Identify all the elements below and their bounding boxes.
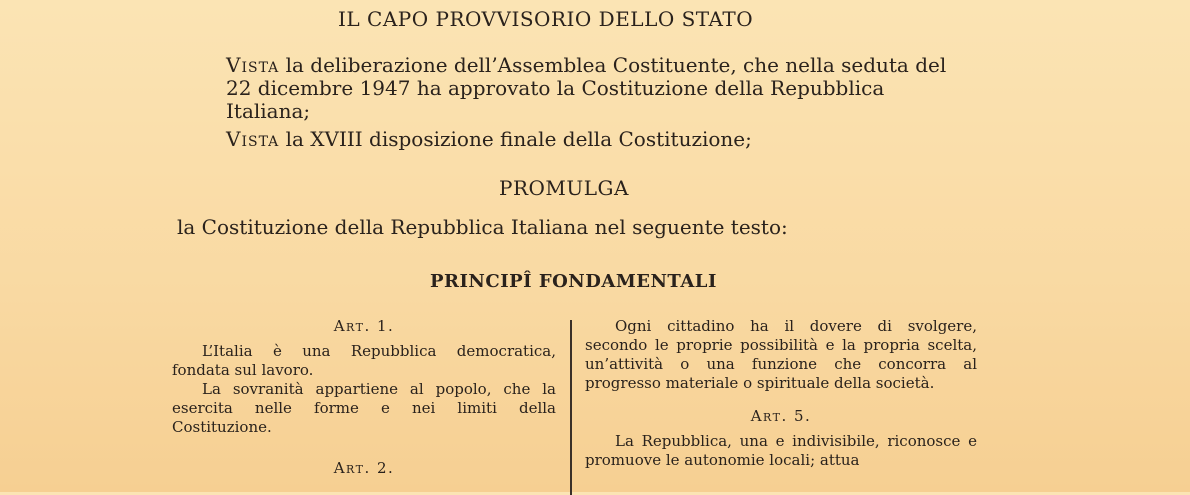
right-column [585, 317, 977, 470]
preamble-vista-1 [168, 54, 972, 123]
preamble-vista-2 [168, 128, 972, 151]
article-heading: Art. 5. [750, 407, 812, 425]
article-paragraph: Ogni cittadino ha il dovere di svolgere, secondo le proprie possibilità e la propria scelta, un’attività o una funzione che concorra al progresso materiale o spirituale della società. [585, 317, 977, 392]
article-heading: Art. 2. [333, 459, 395, 477]
document-title: IL CAPO PROVVISORIO DELLO STATO [338, 7, 754, 31]
left-column [172, 317, 556, 484]
article-paragraph: L’Italia è una Repubblica democratica, fondata sul lavoro. [172, 342, 556, 379]
article-paragraph: La Repubblica, una e indivisibile, riconosce e promuove le autonomie locali; attua [585, 432, 977, 469]
vista-1-text: la deliberazione dell’Assemblea Costituente, che nella seduta del 22 dicembre 1947 ha approvato la Costituzione della Repubblica Italiana; [226, 53, 947, 123]
promulga-text: la Costituzione della Repubblica Italiana nel seguente testo: [177, 215, 788, 239]
article-heading: Art. 1. [333, 317, 395, 335]
vista-label: Vista [226, 127, 280, 151]
article-paragraph: La sovranità appartiene al popolo, che la esercita nelle forme e nei limiti della Costituzione. [172, 380, 556, 436]
column-divider [570, 320, 572, 495]
vista-2-text: la XVIII disposizione finale della Costituzione; [279, 127, 752, 151]
section-title: PRINCIPÎ FONDAMENTALI [430, 271, 717, 292]
vista-label: Vista [226, 53, 280, 77]
promulga-heading: PROMULGA [499, 176, 629, 200]
